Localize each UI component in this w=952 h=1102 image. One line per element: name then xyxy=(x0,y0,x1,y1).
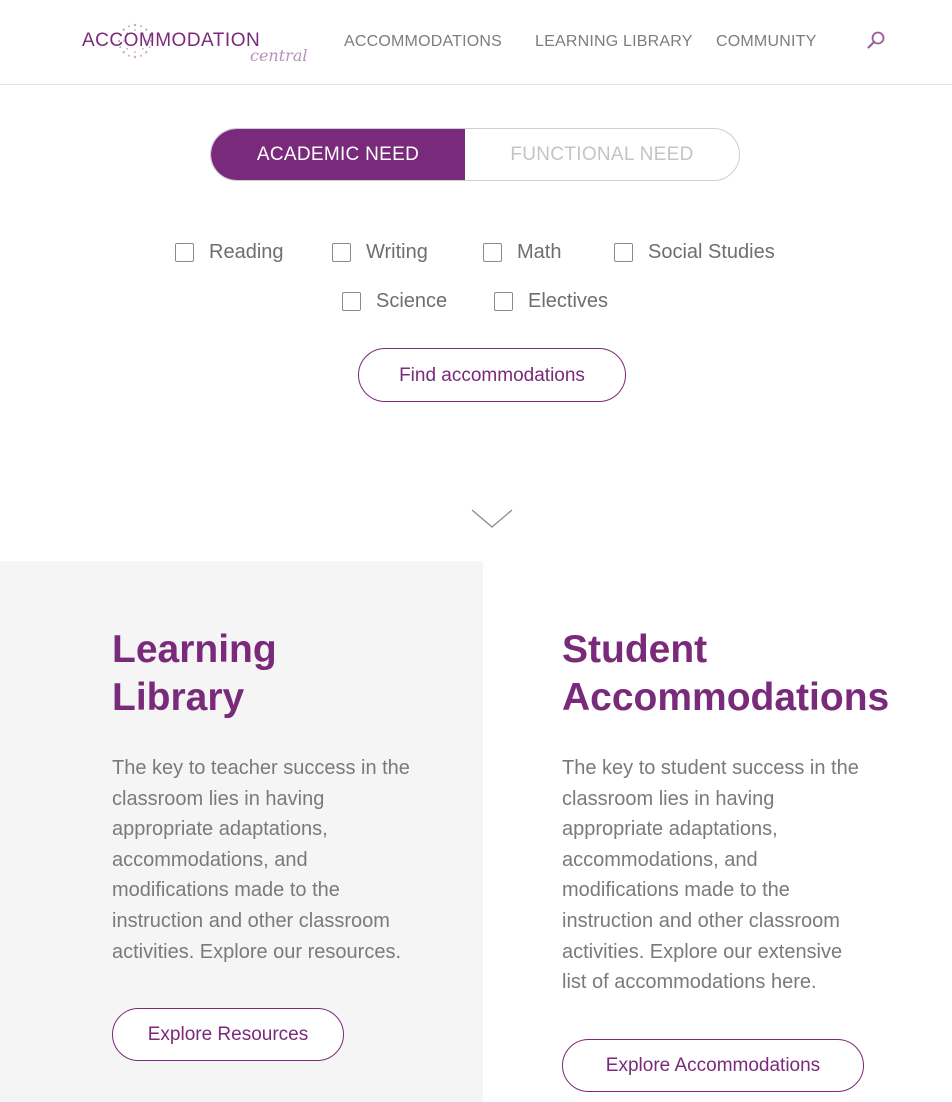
learning-library-description xyxy=(112,753,410,967)
student-accommodations-description xyxy=(562,753,859,998)
description-line: appropriate adaptations, xyxy=(562,818,778,841)
checkbox-social-studies[interactable] xyxy=(614,241,775,264)
checkbox-label: Electives xyxy=(528,290,609,312)
description-line: classroom lies in having xyxy=(562,787,775,810)
learning-library-title: Learning xyxy=(112,628,277,671)
description-line: appropriate adaptations, xyxy=(112,818,328,841)
logo-wordmark: ACCOMMODATION xyxy=(82,30,261,51)
site-logo[interactable] xyxy=(82,20,312,68)
learning-library-title: Library xyxy=(112,676,245,719)
checkbox-science[interactable] xyxy=(342,290,447,313)
description-line: activities. Explore our extensive xyxy=(562,940,843,963)
checkbox-electives[interactable] xyxy=(494,290,608,313)
description-line: instruction and other classroom xyxy=(112,909,390,932)
checkbox-box[interactable] xyxy=(483,243,502,262)
find-accommodations-button[interactable]: Find accommodations xyxy=(358,348,626,402)
description-line: modifications made to the xyxy=(562,879,790,902)
checkbox-box[interactable] xyxy=(332,243,351,262)
search-icon[interactable] xyxy=(866,30,886,50)
need-toggle xyxy=(210,128,740,181)
nav-learning-library[interactable]: LEARNING LIBRARY xyxy=(535,33,693,50)
description-line: The key to teacher success in the xyxy=(112,757,410,779)
description-line: modifications made to the xyxy=(112,879,340,902)
description-line: instruction and other classroom xyxy=(562,909,840,932)
description-line: activities. Explore our resources. xyxy=(112,940,402,963)
checkbox-box[interactable] xyxy=(175,243,194,262)
checkbox-box[interactable] xyxy=(342,292,361,311)
nav-community[interactable]: COMMUNITY xyxy=(716,33,817,50)
tab-functional-need[interactable]: FUNCTIONAL NEED xyxy=(510,144,694,165)
explore-resources-button[interactable]: Explore Resources xyxy=(112,1008,344,1061)
nav-accommodations[interactable]: ACCOMMODATIONS xyxy=(344,33,503,50)
checkbox-label: Writing xyxy=(366,241,428,263)
student-accommodations-title: Accommodations xyxy=(562,676,890,719)
checkbox-label: Math xyxy=(517,241,562,263)
description-line: accommodations, and xyxy=(112,848,308,871)
explore-accommodations-button[interactable]: Explore Accommodations xyxy=(562,1039,864,1092)
checkbox-label: Social Studies xyxy=(648,241,775,263)
description-line: list of accommodations here. xyxy=(562,971,817,994)
description-line: classroom lies in having xyxy=(112,787,325,810)
chevron-down-icon[interactable] xyxy=(471,508,513,530)
checkbox-box[interactable] xyxy=(494,292,513,311)
description-line: The key to student success in the xyxy=(562,757,859,779)
student-accommodations-title: Student xyxy=(562,628,708,671)
checkbox-label: Science xyxy=(376,290,448,312)
site-header xyxy=(0,0,952,85)
checkbox-writing[interactable] xyxy=(332,241,428,264)
logo-subtitle: central xyxy=(250,46,308,65)
checkbox-box[interactable] xyxy=(614,243,633,262)
tab-academic-need[interactable]: ACADEMIC NEED xyxy=(211,129,465,180)
checkbox-label: Reading xyxy=(209,241,284,263)
checkbox-reading[interactable] xyxy=(175,241,284,264)
description-line: accommodations, and xyxy=(562,848,758,871)
checkbox-math[interactable] xyxy=(483,241,561,264)
